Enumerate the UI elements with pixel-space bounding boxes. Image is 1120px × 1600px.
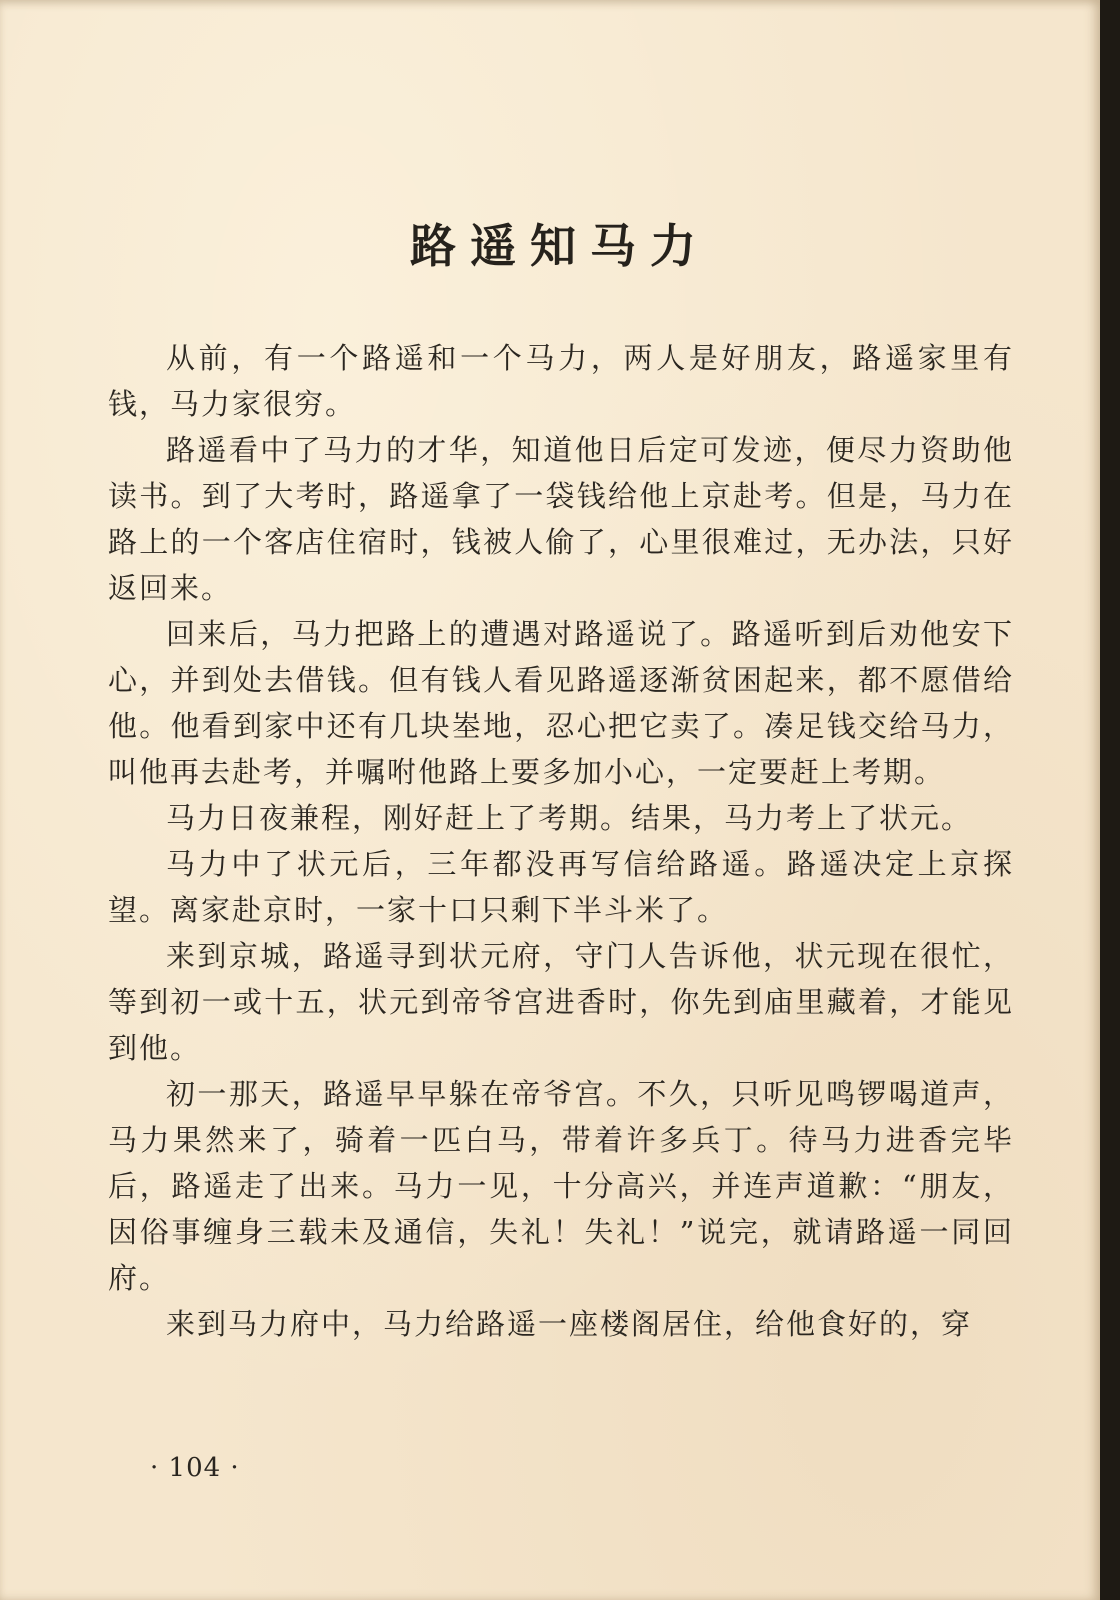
paragraph: 初一那天，路遥早早躲在帝爷宫。不久，只听见鸣锣喝道声，马力果然来了，骑着一匹白马，带着许多兵丁。待马力进香完毕后，路遥走了出来。马力一见，十分高兴，并连声道歉：“朋友，因俗事缠身三载未及通信，失礼！失礼！”说完，就请路遥一同回府。	[108, 1077, 1014, 1295]
paragraph: 来到马力府中，马力给路遥一座楼阁居住，给他食好的，穿	[166, 1307, 973, 1341]
paragraph: 路遥看中了马力的才华，知道他日后定可发迹，便尽力资助他读书。到了大考时，路遥拿了一袋钱给他上京赴考。但是，马力在路上的一个客店住宿时，钱被人偷了，心里很难过，无办法，只好返回来。	[108, 433, 1014, 605]
story-body	[108, 335, 1014, 1347]
page-number: · 104 ·	[150, 1453, 240, 1483]
paragraph: 马力日夜兼程，刚好赶上了考期。结果，马力考上了状元。	[166, 801, 973, 835]
page-title: 路遥知马力	[410, 219, 710, 273]
paragraph: 来到京城，路遥寻到状元府，守门人告诉他，状元现在很忙，等到初一或十五，状元到帝爷宫进香时，你先到庙里藏着，才能见到他。	[108, 939, 1014, 1065]
paragraph: 从前，有一个路遥和一个马力，两人是好朋友，路遥家里有钱，马力家很穷。	[108, 341, 1014, 421]
paragraph: 回来后，马力把路上的遭遇对路遥说了。路遥听到后劝他安下心，并到处去借钱。但有钱人看见路遥逐渐贫困起来，都不愿借给他。他看到家中还有几块峚地，忍心把它卖了。凑足钱交给马力，叫他再去赴考，并嘱咐他路上要多加小心，一定要赶上考期。	[108, 617, 1014, 789]
paragraph: 马力中了状元后，三年都没再写信给路遥。路遥决定上京探望。离家赴京时，一家十口只剩下半斗米了。	[108, 847, 1014, 927]
scan-border	[1100, 0, 1120, 1600]
